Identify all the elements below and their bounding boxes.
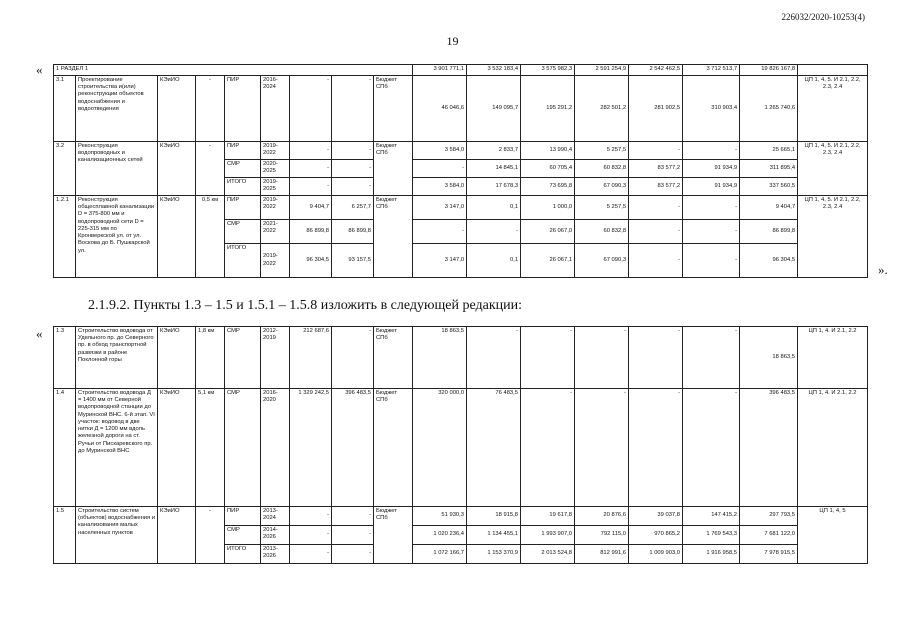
table-cell: - [413,160,467,178]
table-cell: - [575,327,629,389]
table-cell: 792 115,0 [575,526,629,545]
table-cell: 5 257,5 [575,196,629,220]
table-cell: 76 483,5 [467,389,521,507]
table-cell: - [290,507,332,526]
row-org: КЭиИО [158,196,196,278]
table-cell: 1 916 958,5 [683,545,740,564]
table-cell: 96 304,5 [740,244,798,278]
row-org: КЭиИО [158,327,196,389]
table-cell: 1 329 242,5 [290,389,332,507]
row-number: 1.2.1 [54,196,76,278]
table-cell: 3 147,0 [413,196,467,220]
table-cell: 320 000,0 [413,389,467,507]
table-cell: 18 863,5 [413,327,467,389]
table-cell: - [683,196,740,220]
table-cell: 86 899,8 [740,220,798,244]
table-cell: 1 153 370,9 [467,545,521,564]
row-years: 2016-2020 [261,389,290,507]
table-cell: 3 584,0 [413,142,467,160]
row-name: Строительство водовода Д = 1400 мм от Северной водопроводной станции до Муринской ВНС. 6-й этап. VI участок: водовод в две нитки Д = 1200 мм вдоль железной дороги на ст. Ручьи от Пискаревского пр. до Муринской ВНС [76,389,158,507]
table-cell: 93 157,5 [332,244,374,278]
table-cell: 282 501,2 [575,76,629,142]
row-capacity: 5,1 км [196,389,225,507]
table-cell: 60 705,4 [521,160,575,178]
table-cell: 3 575 982,3 [521,65,575,76]
table-row [54,142,868,160]
table-cell: 2 542 462,5 [629,65,683,76]
table-cell: 5 257,5 [575,142,629,160]
table-cell: 3 532 183,4 [467,65,521,76]
document-number: 226032/2020-10253(4) [781,12,865,22]
row-years: 2021-2022 [261,220,290,244]
row-years: 2019-2022 [261,244,290,278]
table-cell: - [332,142,374,160]
table-cell: 26 067,1 [521,244,575,278]
table-cell: 51 930,3 [413,507,467,526]
table-cell: - [521,389,575,507]
table-cell: 14 845,1 [467,160,521,178]
row-capacity: - [196,142,225,196]
table-cell: 83 577,2 [629,160,683,178]
row-years: 2014-2026 [261,526,290,545]
row-org: КЭиИО [158,76,196,142]
table-cell: 1 769 543,3 [683,526,740,545]
table-cell: - [683,327,740,389]
table-cell: 3 712 513,7 [683,65,740,76]
row-type: СМР [225,526,261,545]
table-row [54,196,868,220]
table-cell: 7 978 915,5 [740,545,798,564]
table-cell: 3 147,0 [413,244,467,278]
row-type: ПИР [225,76,261,142]
row-years: 2013-2024 [261,507,290,526]
table-cell: 7 681 122,0 [740,526,798,545]
row-years: 2012-2019 [261,327,290,389]
table-cell: - [290,545,332,564]
table-cell [798,65,868,76]
table-cell: 46 046,6 [413,76,467,142]
open-quote-1: « [36,62,43,77]
row-type: СМР [225,327,261,389]
table-row [54,65,868,76]
table-cell: 73 695,8 [521,178,575,196]
table-cell: 18 915,8 [467,507,521,526]
row-goal: ЦП 1, 4, 5. И 2.1, 2.2, 2.3, 2.4 [798,196,868,278]
close-quote-1: ». [878,262,888,277]
row-number: 1.5 [54,507,76,564]
row-source: Бюджет СПб [374,389,413,507]
table-cell: 1 020 236,4 [413,526,467,545]
row-type: ИТОГО [225,244,261,278]
row-goal: ЦП 1, 4, 5 [798,507,868,564]
page-number: 19 [446,34,459,48]
table-cell: 26 067,0 [521,220,575,244]
table-cell: 91 934,9 [683,178,740,196]
table-cell: 1 072 166,7 [413,545,467,564]
amendment-table-2 [53,326,868,564]
row-source: Бюджет СПб [374,507,413,564]
open-quote-2: « [36,326,43,341]
table-cell: 970 865,2 [629,526,683,545]
row-type: ПИР [225,142,261,160]
table-cell: - [683,220,740,244]
row-capacity: - [196,507,225,564]
table-cell: - [629,220,683,244]
table-cell: - [629,389,683,507]
table-row [54,327,868,389]
row-name: Строительство водовода от Удельного пр. до Северного пр. в обход транспортной развязки в районе Поклонной горы [76,327,158,389]
row-name: Проектирование строительства и(или) реконструкции объектов водоснабжения и водоотведения [76,76,158,142]
row-number: 3.2 [54,142,76,196]
row-years: 2019-2022 [261,142,290,160]
table-cell: 311 895,4 [740,160,798,178]
table-cell: - [683,142,740,160]
table-cell: - [332,160,374,178]
table-cell: 2 013 524,8 [521,545,575,564]
table-cell: 91 934,9 [683,160,740,178]
row-org: КЭиИО [158,507,196,564]
row-goal: ЦП 1, 4, 5. И 2.1, 2.2, 2.3, 2.4 [798,76,868,142]
table-cell: - [290,178,332,196]
row-source: Бюджет СПб [374,76,413,142]
table-cell: - [290,526,332,545]
table-cell: 0,1 [467,244,521,278]
row-type: ПИР [225,196,261,220]
table-row [54,507,868,526]
table-cell: 9 404,7 [290,196,332,220]
table-cell: 310 903,4 [683,76,740,142]
row-capacity: 1,8 км [196,327,225,389]
table-cell: 3 584,0 [413,178,467,196]
table-cell: 1 134 455,1 [467,526,521,545]
amendment-table-1 [53,64,868,278]
table-cell: - [629,196,683,220]
table-cell: - [683,244,740,278]
table-cell: 19 826 167,8 [740,65,798,76]
table-cell: - [332,507,374,526]
section-heading: 2.1.9.2. Пункты 1.3 – 1.5 и 1.5.1 – 1.5.8 изложить в следующей редакции: [88,298,523,313]
table-cell: - [575,389,629,507]
table-cell: 1 993 907,0 [521,526,575,545]
row-name: Строительство систем (объектов) водоснабжения и канализования малых населенных пунктов [76,507,158,564]
table-cell: 13 990,4 [521,142,575,160]
row-years: 2019-2025 [261,178,290,196]
table-cell: - [467,327,521,389]
table-cell: 1 000,0 [521,196,575,220]
table-cell: 96 304,5 [290,244,332,278]
table-cell: - [683,389,740,507]
row-source: Бюджет СПб [374,196,413,278]
table-cell: 147 415,2 [683,507,740,526]
row-name: Реконструкция водопроводных и канализационных сетей [76,142,158,196]
table-cell: 17 678,3 [467,178,521,196]
table-cell: 812 991,6 [575,545,629,564]
table-cell: 396 483,5 [740,389,798,507]
row-years: 2020-2025 [261,160,290,178]
table-cell: 83 577,2 [629,178,683,196]
table-cell: 1 009 903,0 [629,545,683,564]
table-cell: - [290,76,332,142]
table-cell: 195 291,2 [521,76,575,142]
table-row [54,76,868,142]
table-cell: 6 257,7 [332,196,374,220]
row-capacity: - [196,76,225,142]
row-number: 3.1 [54,76,76,142]
table-cell: 86 899,8 [332,220,374,244]
table-cell: 297 793,5 [740,507,798,526]
table-cell: 86 899,8 [290,220,332,244]
table-cell: 20 876,6 [575,507,629,526]
row-source: Бюджет СПб [374,327,413,389]
row-goal: ЦП 1, 4, 5. И 2.1, 2.2, 2.3, 2.4 [798,142,868,196]
table-row [54,389,868,507]
table-cell: 212 687,6 [290,327,332,389]
table-cell: 67 090,3 [575,178,629,196]
row-capacity: 0,5 км [196,196,225,278]
table-cell: 9 404,7 [740,196,798,220]
table-cell: - [332,327,374,389]
table-cell: - [629,327,683,389]
table-cell: 149 095,7 [467,76,521,142]
table-cell: - [629,142,683,160]
row-org: КЭиИО [158,389,196,507]
table-cell: 3 901 771,1 [413,65,467,76]
row-number: 1.3 [54,327,76,389]
table-cell: - [290,142,332,160]
table-cell: - [332,526,374,545]
row-number: 1.4 [54,389,76,507]
table-cell: 18 863,5 [740,327,798,389]
row-goal: ЦП 1, 4. И 2.1, 2.2 [798,327,868,389]
table-cell: 25 665,1 [740,142,798,160]
section-label: 1 РАЗДЕЛ 1 [54,65,413,76]
table-cell: 19 617,8 [521,507,575,526]
row-type: СМР [225,220,261,244]
table-cell: 0,1 [467,196,521,220]
row-type: ПИР [225,507,261,526]
table-cell: - [467,220,521,244]
table-cell: 396 483,5 [332,389,374,507]
table-cell: - [290,160,332,178]
table-cell: - [332,76,374,142]
table-cell: 39 037,8 [629,507,683,526]
row-type: СМР [225,389,261,507]
table-cell: - [521,327,575,389]
row-name: Реконструкция общесплавной канализации D = 375-800 мм и водопроводной сети D = 225-315 мм по Кронверкской ул. от ул. Воскова до Б. Пушкарской ул. [76,196,158,278]
table-cell: 2 833,7 [467,142,521,160]
row-years: 2019-2022 [261,196,290,220]
table-cell: 67 090,3 [575,244,629,278]
table-cell: 60 832,8 [575,220,629,244]
row-goal: ЦП 1, 4. И 2.1, 2.2 [798,389,868,507]
row-years: 2016-2024 [261,76,290,142]
row-years: 2013-2026 [261,545,290,564]
table-cell: 1 265 740,6 [740,76,798,142]
row-type: ИТОГО [225,178,261,196]
table-cell: 337 560,5 [740,178,798,196]
table-cell: - [332,545,374,564]
table-cell: 2 591 254,9 [575,65,629,76]
table-cell: - [413,220,467,244]
table-cell: - [629,244,683,278]
table-cell: - [332,178,374,196]
row-type: ИТОГО [225,545,261,564]
table-cell: 281 902,5 [629,76,683,142]
row-org: КЭиИО [158,142,196,196]
row-type: СМР [225,160,261,178]
table-cell: 60 832,8 [575,160,629,178]
row-source: Бюджет СПб [374,142,413,196]
